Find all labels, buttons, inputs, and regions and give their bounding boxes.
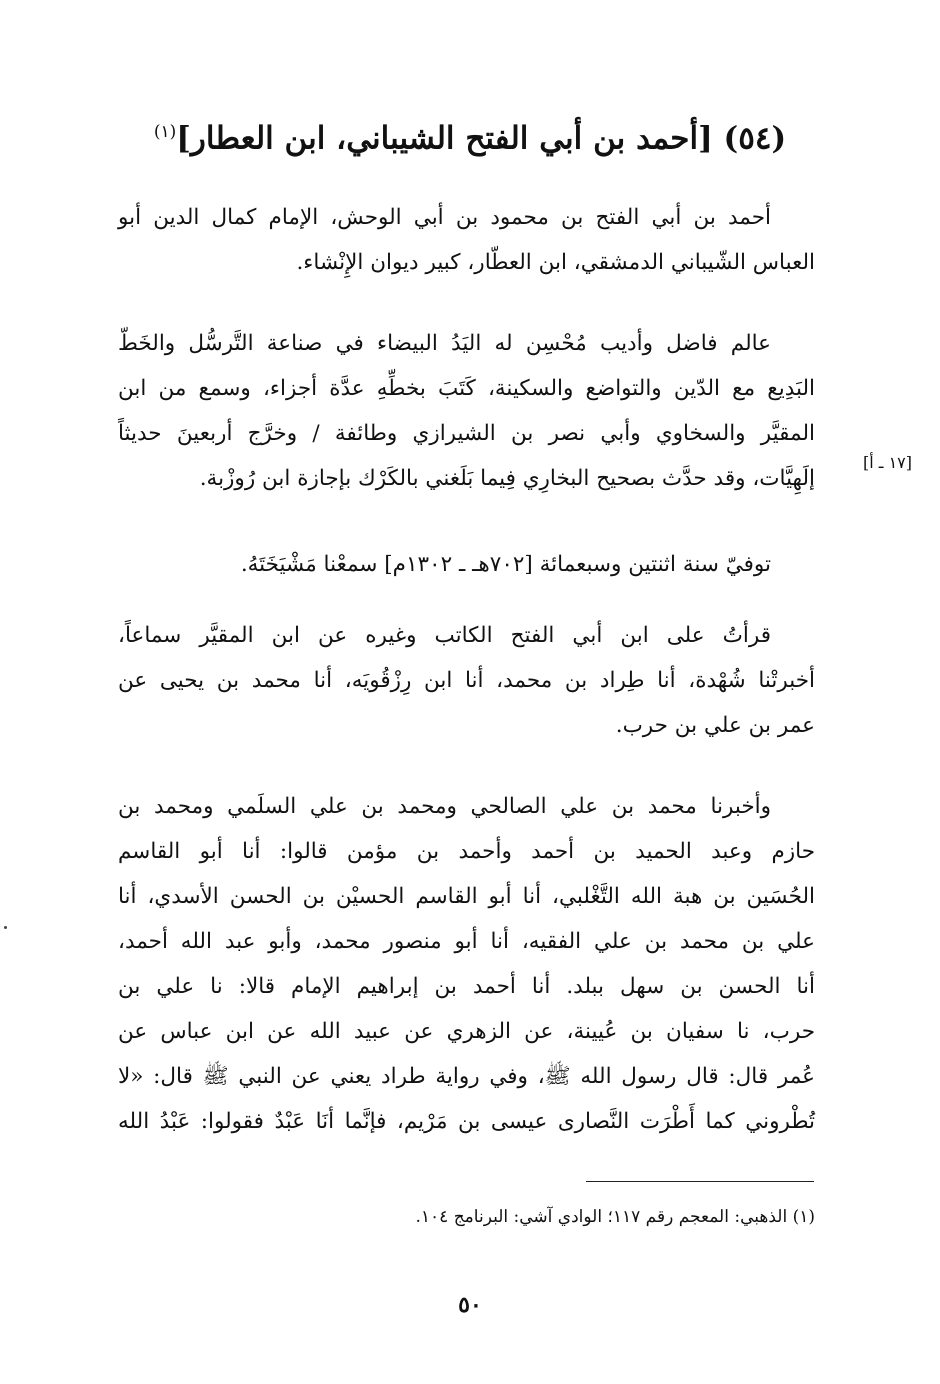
footnote-reference-mark: (١) [153,122,177,142]
text-line: عالم فاضل وأديب مُحْسِن له اليَدُ البيضاء في صناعة التَّرسُّل والخَطّ [118,331,771,356]
text-line: أحمد بن أبي الفتح بن محمود بن أبي الوحش، الإمام كمال الدين أبو [118,205,771,230]
text-line: أخبرتْنا شُهْدة، أنا طِراد بن محمد، أنا ابن رِزْقُويَه، أنا محمد بن يحيى عن [118,668,815,693]
entry-heading [120,108,820,162]
manuscript-folio-marker: [١٧ ـ أ] [863,453,912,472]
entry-heading-text: (٥٤) [أحمد بن أبي الفتح الشيباني، ابن العطار] [176,120,787,157]
text-line: عمر بن علي بن حرب. [615,713,815,738]
text-line: البَدِيع مع الدّين والتواضع والسكينة، كَتَبَ بخطِّهِ عدَّة أجزاء، وسمع من ابن [118,376,815,401]
text-line: حازم وعبد الحميد بن أحمد وأحمد بن مؤمن قالوا: أنا أبو القاسم [118,839,815,864]
text-line: علي بن محمد بن علي الفقيه، أنا أبو منصور محمد، وأبو عبد الله أحمد، [118,929,815,954]
text-line: حرب، نا سفيان بن عُيينة، عن الزهري عن عبيد الله عن ابن عباس عن [118,1019,815,1044]
text-line: وأخبرنا محمد بن علي الصالحي ومحمد بن علي السلَمي ومحمد بن [118,794,771,819]
text-line: عُمر قال: قال رسول الله ﷺ، وفي رواية طراد يعني عن النبي ﷺ قال: «لا [118,1064,815,1089]
page-number: ٥٠ [458,1292,482,1318]
text-line: الحُسَين بن هبة الله التَّغْلبي، أنا أبو القاسم الحسيْن بن الحسن الأسدي، أنا [118,884,815,909]
text-line: تُطْروني كما أَطْرَت النَّصارى عيسى بن مَرْيم، فإنَّما أنَا عَبْدٌ فقولوا: عَبْدُ الله [118,1109,815,1134]
paragraph-biography [118,321,815,501]
text-line: توفيّ سنة اثنتين وسبعمائة [٧٠٢هـ ـ ١٣٠٢م] سمعْنا مَشْيَخَتَهُ. [240,552,771,577]
paragraph-death-date [118,542,815,587]
text-line: أنا الحسن بن سهل ببلد. أنا أحمد بن إبراهيم الإمام قالا: نا علي بن [118,974,815,999]
text-line: إلَهِيَّات، وقد حدَّث بصحيح البخارِي فِيما بَلَغني بالكَرْك بإجازة ابن رُوزْبة. [199,466,815,491]
paragraph-name-lineage [118,195,815,285]
footnote: (١) الذهبي: المعجم رقم ١١٧؛ الوادي آشي: البرنامج ١٠٤. [415,1207,815,1227]
scan-speck [4,926,7,929]
text-line: المقيَّر والسخاوي وأبي نصر بن الشيرازي وطائفة / وخرَّج أربعينَ حديثاً [118,421,815,446]
footnote-separator [586,1181,814,1182]
paragraph-hadith-chain [118,784,815,1144]
text-line: العباس الشّيباني الدمشقي، ابن العطّار، كبير ديوان الإِنْشاء. [296,250,815,275]
text-line: قرأتُ على ابن أبي الفتح الكاتب وغيره عن ابن المقيَّر سماعاً، [118,623,771,648]
paragraph-isnad-reading [118,613,815,748]
